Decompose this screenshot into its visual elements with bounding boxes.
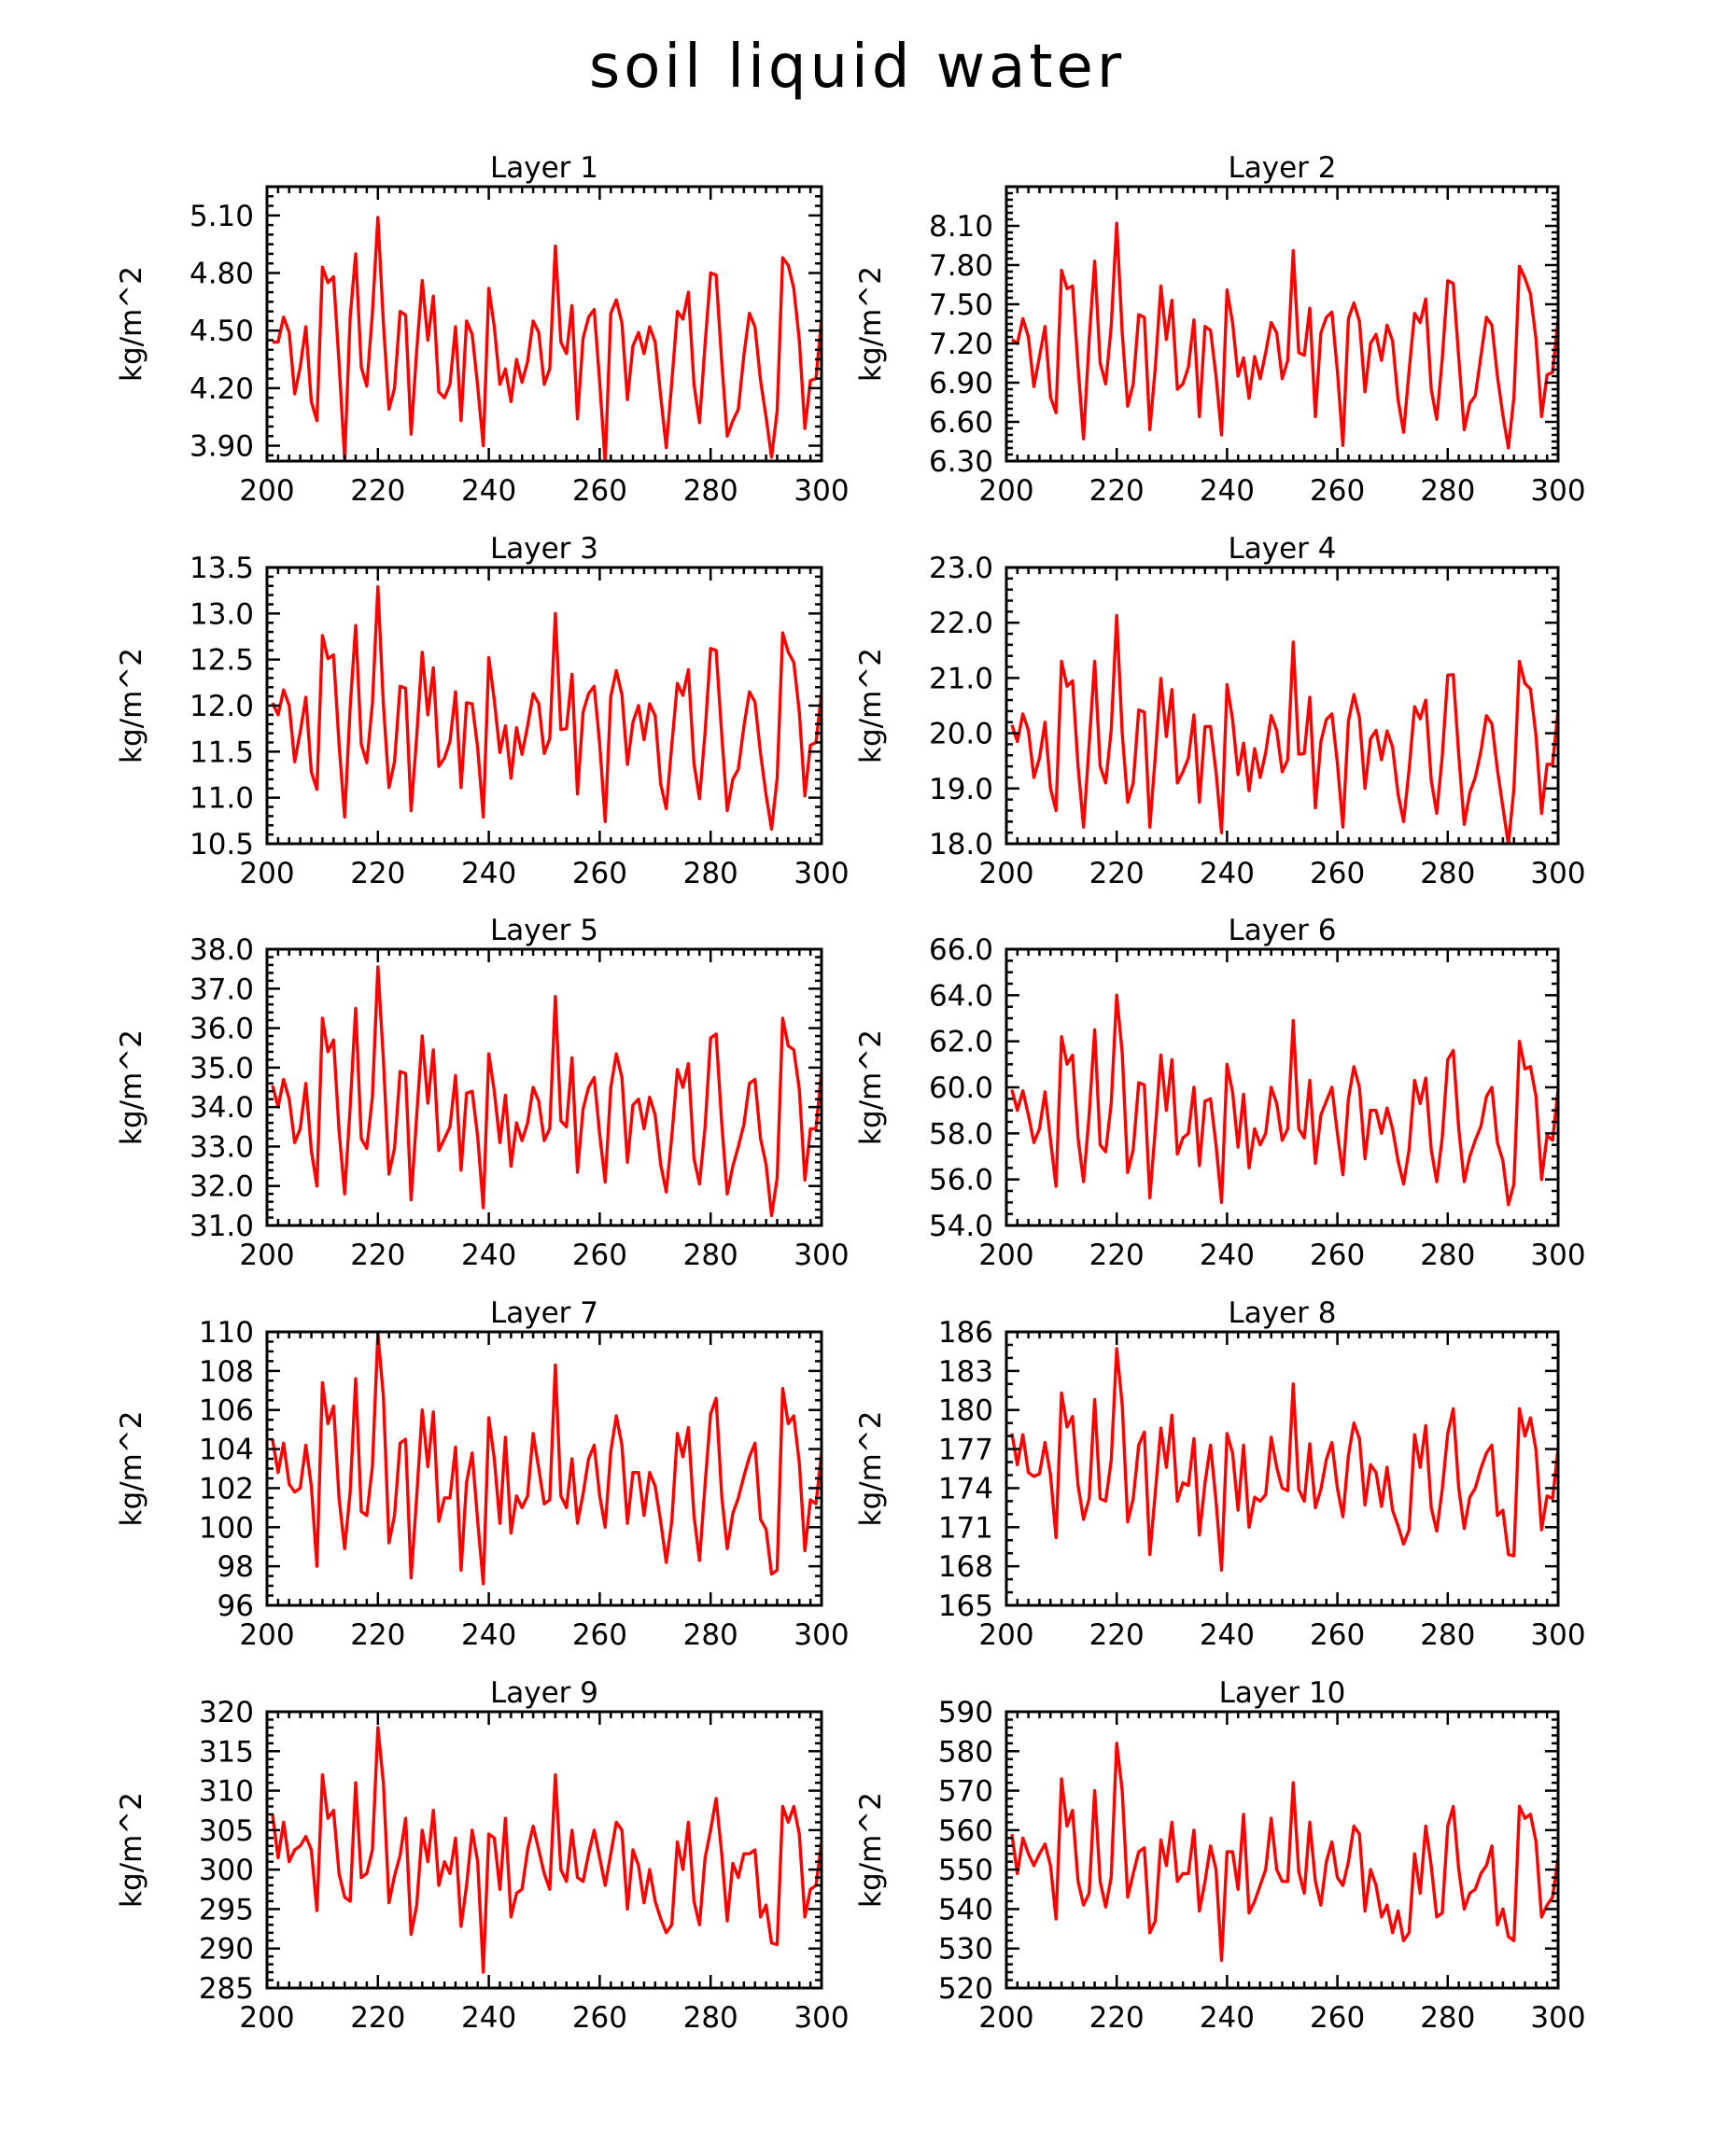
- x-tick-label: 240: [461, 1239, 517, 1272]
- x-tick-label: 280: [682, 857, 738, 890]
- y-tick-label: 186: [937, 1316, 993, 1350]
- y-tick-label: 5.10: [189, 199, 254, 233]
- series-line: [1012, 616, 1558, 846]
- x-tick-label: 200: [978, 857, 1034, 890]
- x-tick-label: 300: [1530, 857, 1586, 890]
- panel-layer-6: [854, 914, 1586, 1272]
- x-tick-label: 300: [794, 1618, 850, 1652]
- plot-frame: [1006, 949, 1558, 1225]
- y-axis-label: kg/m^2: [115, 1792, 148, 1908]
- x-tick-label: 200: [239, 1239, 295, 1272]
- x-tick-label: 280: [682, 474, 738, 508]
- y-tick-label: 13.0: [189, 597, 254, 632]
- panel-layer-9: [115, 1676, 850, 2035]
- y-tick-label: 165: [937, 1589, 993, 1623]
- x-tick-label: 280: [1420, 2001, 1476, 2035]
- y-tick-label: 6.90: [928, 367, 993, 400]
- y-tick-label: 10.5: [189, 828, 254, 861]
- x-tick-label: 300: [1530, 1618, 1586, 1652]
- figure-title: soil liquid water: [588, 33, 1126, 102]
- y-tick-label: 7.50: [928, 288, 993, 322]
- x-tick-label: 280: [1420, 1239, 1476, 1272]
- y-tick-label: 31.0: [189, 1210, 254, 1243]
- y-tick-label: 7.20: [928, 328, 993, 361]
- y-tick-label: 315: [198, 1735, 254, 1770]
- panel-title: Layer 8: [1228, 1296, 1337, 1330]
- panel-title: Layer 10: [1218, 1676, 1346, 1710]
- y-tick-label: 590: [937, 1696, 993, 1729]
- y-tick-label: 550: [937, 1854, 993, 1888]
- series-line: [273, 1334, 822, 1584]
- y-tick-label: 96: [217, 1589, 254, 1623]
- x-tick-label: 260: [1310, 2001, 1366, 2035]
- x-tick-label: 220: [350, 1239, 406, 1272]
- y-tick-label: 38.0: [189, 933, 254, 967]
- panels-grid: [115, 151, 1586, 2035]
- y-tick-label: 285: [198, 1972, 254, 2006]
- y-tick-label: 20.0: [928, 717, 993, 751]
- x-tick-label: 240: [1199, 857, 1255, 890]
- x-tick-label: 300: [794, 2001, 850, 2035]
- y-tick-label: 56.0: [928, 1163, 993, 1197]
- x-tick-label: 300: [794, 857, 850, 890]
- x-tick-label: 200: [978, 1618, 1034, 1652]
- x-tick-label: 220: [1089, 1239, 1145, 1272]
- panel-layer-3: [115, 532, 850, 890]
- y-tick-label: 320: [198, 1696, 254, 1729]
- x-tick-label: 280: [1420, 857, 1476, 890]
- x-tick-label: 200: [239, 474, 295, 508]
- x-tick-label: 280: [682, 1618, 738, 1652]
- x-tick-label: 240: [1199, 1239, 1255, 1272]
- panel-layer-2: [854, 151, 1586, 508]
- y-tick-label: 108: [198, 1354, 254, 1389]
- x-tick-label: 260: [571, 474, 627, 508]
- y-tick-label: 66.0: [928, 933, 993, 967]
- y-tick-label: 174: [937, 1472, 993, 1506]
- y-tick-label: 62.0: [928, 1025, 993, 1059]
- x-tick-label: 200: [239, 1618, 295, 1652]
- y-tick-label: 3.90: [189, 429, 254, 464]
- y-tick-label: 12.5: [189, 643, 254, 678]
- y-tick-label: 32.0: [189, 1169, 254, 1204]
- plot-frame: [1006, 1712, 1558, 1988]
- x-tick-label: 260: [1310, 857, 1366, 890]
- panel-title: Layer 7: [489, 1296, 599, 1330]
- y-tick-label: 104: [198, 1433, 254, 1467]
- x-tick-label: 240: [461, 1618, 517, 1652]
- y-tick-label: 570: [937, 1774, 993, 1809]
- x-tick-label: 200: [239, 857, 295, 890]
- x-tick-label: 200: [978, 2001, 1034, 2035]
- y-tick-label: 310: [198, 1774, 254, 1809]
- y-tick-label: 33.0: [189, 1130, 254, 1165]
- x-tick-label: 260: [571, 857, 627, 890]
- y-tick-label: 8.10: [928, 210, 993, 244]
- plot-frame: [1006, 567, 1558, 844]
- y-tick-label: 560: [937, 1813, 993, 1848]
- series-line: [1012, 1349, 1558, 1570]
- x-tick-label: 220: [350, 2001, 406, 2035]
- y-tick-label: 4.80: [189, 257, 254, 291]
- panel-title: Layer 3: [489, 532, 599, 566]
- y-tick-label: 21.0: [928, 662, 993, 696]
- panel-title: Layer 1: [489, 151, 599, 185]
- y-tick-label: 580: [937, 1735, 993, 1770]
- y-tick-label: 540: [937, 1893, 993, 1927]
- y-axis-label: kg/m^2: [854, 1410, 888, 1527]
- y-tick-label: 180: [937, 1393, 993, 1428]
- x-tick-label: 240: [1199, 2001, 1255, 2035]
- x-tick-label: 240: [461, 2001, 517, 2035]
- y-tick-label: 6.30: [928, 445, 993, 479]
- series-line: [273, 587, 822, 830]
- panel-title: Layer 5: [489, 914, 599, 947]
- x-tick-label: 240: [1199, 474, 1255, 508]
- y-tick-label: 177: [937, 1433, 993, 1467]
- panel-layer-7: [115, 1296, 850, 1652]
- y-tick-label: 22.0: [928, 607, 993, 641]
- y-tick-label: 12.0: [189, 690, 254, 723]
- x-tick-label: 300: [794, 1239, 850, 1272]
- y-tick-label: 4.20: [189, 371, 254, 406]
- panel-layer-1: [115, 151, 850, 508]
- x-tick-label: 260: [571, 1239, 627, 1272]
- x-tick-label: 280: [1420, 1618, 1476, 1652]
- panel-title: Layer 2: [1228, 151, 1337, 185]
- x-tick-label: 300: [794, 474, 850, 508]
- x-tick-label: 300: [1530, 1239, 1586, 1272]
- series-line: [273, 1728, 822, 1972]
- y-tick-label: 305: [198, 1813, 254, 1848]
- y-axis-label: kg/m^2: [115, 1029, 148, 1145]
- y-tick-label: 4.50: [189, 315, 254, 349]
- x-tick-label: 200: [978, 1239, 1034, 1272]
- y-tick-label: 64.0: [928, 979, 993, 1014]
- series-line: [1012, 223, 1558, 448]
- y-tick-label: 7.80: [928, 249, 993, 283]
- x-tick-label: 220: [350, 857, 406, 890]
- y-tick-label: 168: [937, 1550, 993, 1585]
- x-tick-label: 280: [682, 1239, 738, 1272]
- panel-layer-10: [854, 1676, 1586, 2035]
- y-tick-label: 102: [198, 1472, 254, 1506]
- y-tick-label: 98: [217, 1550, 254, 1585]
- y-axis-label: kg/m^2: [115, 648, 148, 763]
- x-tick-label: 260: [571, 2001, 627, 2035]
- x-tick-label: 240: [461, 474, 517, 508]
- x-tick-label: 200: [978, 474, 1034, 508]
- x-tick-label: 200: [239, 2001, 295, 2035]
- y-tick-label: 11.0: [189, 781, 254, 816]
- y-tick-label: 37.0: [189, 973, 254, 1007]
- panel-title: Layer 4: [1228, 532, 1337, 566]
- series-line: [273, 967, 822, 1215]
- x-tick-label: 220: [1089, 857, 1145, 890]
- y-tick-label: 110: [198, 1316, 254, 1350]
- x-tick-label: 280: [682, 2001, 738, 2035]
- y-tick-label: 54.0: [928, 1210, 993, 1243]
- panel-title: Layer 9: [489, 1676, 599, 1710]
- y-axis-label: kg/m^2: [115, 1410, 148, 1527]
- y-tick-label: 36.0: [189, 1012, 254, 1046]
- y-axis-label: kg/m^2: [854, 266, 888, 382]
- y-tick-label: 13.5: [189, 552, 254, 585]
- y-tick-label: 300: [198, 1854, 254, 1888]
- panel-layer-8: [854, 1296, 1586, 1652]
- x-tick-label: 260: [571, 1618, 627, 1652]
- y-axis-label: kg/m^2: [115, 266, 148, 382]
- series-line: [1012, 1743, 1558, 1961]
- x-tick-label: 220: [1089, 1618, 1145, 1652]
- y-tick-label: 295: [198, 1893, 254, 1927]
- y-tick-label: 171: [937, 1511, 993, 1546]
- x-tick-label: 260: [1310, 1618, 1366, 1652]
- y-tick-label: 530: [937, 1932, 993, 1967]
- y-tick-label: 18.0: [928, 828, 993, 861]
- y-tick-label: 23.0: [928, 552, 993, 585]
- y-tick-label: 11.5: [189, 735, 254, 770]
- x-tick-label: 220: [1089, 2001, 1145, 2035]
- y-tick-label: 106: [198, 1393, 254, 1428]
- x-tick-label: 260: [1310, 1239, 1366, 1272]
- y-tick-label: 100: [198, 1511, 254, 1546]
- x-tick-label: 220: [1089, 474, 1145, 508]
- y-tick-label: 60.0: [928, 1071, 993, 1105]
- series-line: [1012, 995, 1558, 1205]
- y-tick-label: 290: [198, 1932, 254, 1967]
- y-tick-label: 183: [937, 1354, 993, 1389]
- y-tick-label: 35.0: [189, 1051, 254, 1085]
- y-tick-label: 6.60: [928, 406, 993, 440]
- x-tick-label: 240: [1199, 1618, 1255, 1652]
- y-tick-label: 34.0: [189, 1091, 254, 1126]
- x-tick-label: 260: [1310, 474, 1366, 508]
- panel-layer-5: [115, 914, 850, 1272]
- x-tick-label: 280: [1420, 474, 1476, 508]
- y-tick-label: 520: [937, 1972, 993, 2006]
- y-axis-label: kg/m^2: [854, 648, 888, 763]
- y-tick-label: 58.0: [928, 1117, 993, 1152]
- x-tick-label: 300: [1530, 2001, 1586, 2035]
- plot-frame: [267, 1712, 822, 1988]
- panel-title: Layer 6: [1228, 914, 1337, 947]
- y-axis-label: kg/m^2: [854, 1029, 888, 1145]
- series-line: [273, 217, 822, 463]
- x-tick-label: 300: [1530, 474, 1586, 508]
- x-tick-label: 220: [350, 1618, 406, 1652]
- y-tick-label: 19.0: [928, 772, 993, 806]
- y-axis-label: kg/m^2: [854, 1792, 888, 1908]
- panel-layer-4: [854, 532, 1586, 890]
- x-tick-label: 220: [350, 474, 406, 508]
- plot-frame: [1006, 1332, 1558, 1605]
- x-tick-label: 240: [461, 857, 517, 890]
